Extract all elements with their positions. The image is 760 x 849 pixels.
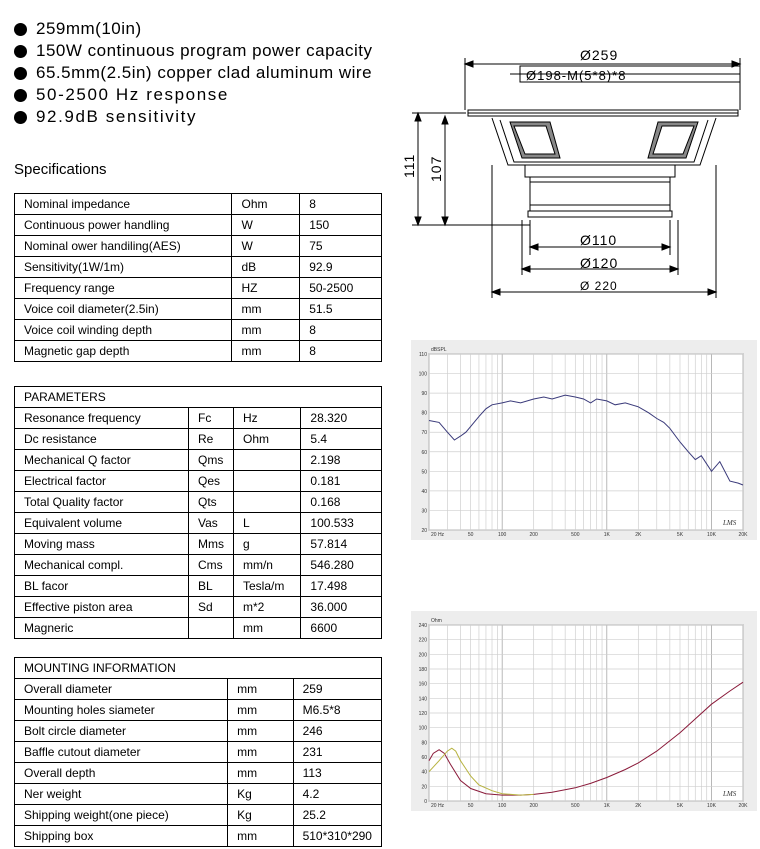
spl-y-tick-label: 60 bbox=[421, 449, 427, 456]
param-row bbox=[15, 429, 382, 450]
mount-row bbox=[15, 742, 382, 763]
param-symbol-cell: Mms bbox=[188, 534, 233, 555]
spec-row bbox=[15, 236, 382, 257]
param-name-cell: Effective piston area bbox=[15, 597, 189, 618]
impedance-y-tick-label: 100 bbox=[418, 725, 427, 732]
param-row bbox=[15, 555, 382, 576]
param-row bbox=[15, 492, 382, 513]
spec-value-cell: 8 bbox=[300, 194, 382, 215]
mount-row bbox=[15, 721, 382, 742]
mount-name-cell: Mounting holes siameter bbox=[15, 700, 228, 721]
spec-row bbox=[15, 194, 382, 215]
spec-unit-cell: mm bbox=[232, 341, 300, 362]
mount-name-cell: Overall diameter bbox=[15, 679, 228, 700]
spec-name-cell: Frequency range bbox=[15, 278, 232, 299]
param-symbol-cell: Qms bbox=[188, 450, 233, 471]
impedance-y-tick-label: 180 bbox=[418, 667, 427, 673]
bullet-icon bbox=[14, 45, 27, 58]
mount-value-cell: 113 bbox=[293, 763, 381, 784]
param-unit-cell: Ohm bbox=[233, 429, 300, 450]
impedance-y-tick-label: 40 bbox=[421, 769, 427, 776]
param-symbol-cell: Fc bbox=[188, 408, 233, 429]
impedance-y-tick-label: 160 bbox=[418, 681, 427, 688]
param-symbol-cell: Sd bbox=[188, 597, 233, 618]
spl-y-tick-label: 70 bbox=[421, 430, 427, 437]
param-unit-cell: mm/n bbox=[233, 555, 300, 576]
speaker-drawing-svg bbox=[400, 40, 750, 305]
mount-value-cell: 4.2 bbox=[293, 784, 381, 805]
mount-row bbox=[15, 784, 382, 805]
mount-unit-cell: mm bbox=[228, 763, 293, 784]
spl-x-tick-label: 50 bbox=[467, 532, 474, 538]
param-unit-cell: m*2 bbox=[233, 597, 300, 618]
spec-name-cell: Magnetic gap depth bbox=[15, 341, 232, 362]
mount-name-cell: Bolt circle diameter bbox=[15, 721, 228, 742]
mount-unit-cell: mm bbox=[228, 679, 293, 700]
spec-unit-cell: mm bbox=[232, 320, 300, 341]
mount-row bbox=[15, 826, 382, 847]
spec-row bbox=[15, 278, 382, 299]
spl-y-tick-label: 100 bbox=[418, 371, 427, 378]
param-value-cell: 2.198 bbox=[301, 450, 382, 471]
impedance-y-tick-label: 240 bbox=[418, 623, 427, 629]
feature-item: 92.9dB sensitivity bbox=[14, 106, 373, 128]
param-unit-cell: g bbox=[233, 534, 300, 555]
param-value-cell: 36.000 bbox=[301, 597, 382, 618]
feature-item: 50-2500 Hz response bbox=[14, 84, 373, 106]
spl-x-tick-label: 200 bbox=[529, 532, 538, 538]
spl-x-tick-label: 500 bbox=[571, 532, 580, 538]
mount-row bbox=[15, 700, 382, 721]
frequency-response-svg bbox=[411, 340, 757, 540]
param-symbol-cell: Qes bbox=[188, 471, 233, 492]
mount-name-cell: Ner weight bbox=[15, 784, 228, 805]
param-name-cell: Mechanical Q factor bbox=[15, 450, 189, 471]
mount-name-cell: Overall depth bbox=[15, 763, 228, 784]
param-row bbox=[15, 618, 382, 639]
spec-row bbox=[15, 257, 382, 278]
mount-value-cell: 510*310*290 bbox=[293, 826, 381, 847]
param-row bbox=[15, 513, 382, 534]
mount-value-cell: M6.5*8 bbox=[293, 700, 381, 721]
dim-mounting-holes: Ø198-M(5*8)*8 bbox=[526, 68, 627, 83]
param-value-cell: 100.533 bbox=[301, 513, 382, 534]
param-unit-cell bbox=[233, 471, 300, 492]
param-symbol-cell: BL bbox=[188, 576, 233, 597]
spec-value-cell: 51.5 bbox=[300, 299, 382, 320]
impedance-x-tick-label: 50 bbox=[467, 803, 474, 809]
param-value-cell: 57.814 bbox=[301, 534, 382, 555]
mount-name-cell: Baffle cutout diameter bbox=[15, 742, 228, 763]
dim-depth-inner: 107 bbox=[428, 155, 444, 182]
impedance-y-tick-label: 200 bbox=[418, 652, 427, 659]
mount-unit-cell: mm bbox=[228, 826, 293, 847]
dim-magnet-inner: Ø110 bbox=[580, 232, 618, 248]
mount-value-cell: 259 bbox=[293, 679, 381, 700]
impedance-x-tick-label: 20 Hz bbox=[431, 803, 445, 809]
param-name-cell: Moving mass bbox=[15, 534, 189, 555]
param-value-cell: 6600 bbox=[301, 618, 382, 639]
spec-value-cell: 75 bbox=[300, 236, 382, 257]
impedance-x-tick-label: 20K bbox=[738, 803, 748, 809]
mount-unit-cell: mm bbox=[228, 700, 293, 721]
param-name-cell: BL facor bbox=[15, 576, 189, 597]
spec-row bbox=[15, 341, 382, 362]
impedance-y-tick-label: 0 bbox=[424, 799, 427, 805]
impedance-y-tick-label: 220 bbox=[418, 637, 427, 644]
param-symbol-cell: Vas bbox=[188, 513, 233, 534]
impedance-graph bbox=[411, 611, 757, 811]
dim-magnet-outer: Ø120 bbox=[580, 255, 619, 271]
mount-row bbox=[15, 679, 382, 700]
bullet-icon bbox=[14, 89, 27, 102]
spec-value-cell: 8 bbox=[300, 320, 382, 341]
mounting-header: MOUNTING INFORMATION bbox=[15, 658, 382, 679]
param-unit-cell bbox=[233, 450, 300, 471]
spl-y-tick-label: 40 bbox=[421, 488, 427, 495]
spl-y-tick-label: 90 bbox=[421, 391, 427, 398]
param-row bbox=[15, 597, 382, 618]
impedance-x-tick-label: 100 bbox=[497, 803, 507, 809]
spl-y-tick-label: 20 bbox=[421, 528, 427, 534]
spl-plot-area bbox=[429, 354, 743, 530]
mount-value-cell: 246 bbox=[293, 721, 381, 742]
bullet-icon bbox=[14, 67, 27, 80]
param-row bbox=[15, 534, 382, 555]
spec-name-cell: Nominal ower handiling(AES) bbox=[15, 236, 232, 257]
mount-unit-cell: Kg bbox=[228, 784, 293, 805]
spec-row bbox=[15, 299, 382, 320]
feature-item: 65.5mm(2.5in) copper clad aluminum wire bbox=[14, 62, 373, 84]
spl-brand-label: LMS bbox=[723, 519, 737, 527]
spec-unit-cell: W bbox=[232, 215, 300, 236]
param-symbol-cell bbox=[188, 618, 233, 639]
spl-x-tick-label: 10K bbox=[707, 532, 716, 538]
spec-unit-cell: W bbox=[232, 236, 300, 257]
param-value-cell: 0.168 bbox=[301, 492, 382, 513]
spec-name-cell: Voice coil winding depth bbox=[15, 320, 232, 341]
spl-x-tick-label: 20K bbox=[738, 532, 748, 538]
mount-unit-cell: mm bbox=[228, 742, 293, 763]
param-row bbox=[15, 471, 382, 492]
spl-unit-label: dBSPL bbox=[431, 347, 447, 353]
param-unit-cell: mm bbox=[233, 618, 300, 639]
impedance-y-tick-label: 20 bbox=[421, 784, 427, 791]
param-name-cell: Magneric bbox=[15, 618, 189, 639]
impedance-x-tick-label: 200 bbox=[529, 803, 538, 809]
mount-value-cell: 231 bbox=[293, 742, 381, 763]
param-value-cell: 0.181 bbox=[301, 471, 382, 492]
param-unit-cell: Hz bbox=[233, 408, 300, 429]
param-name-cell: Mechanical compl. bbox=[15, 555, 189, 576]
spec-value-cell: 150 bbox=[300, 215, 382, 236]
spec-name-cell: Nominal impedance bbox=[15, 194, 232, 215]
param-value-cell: 17.498 bbox=[301, 576, 382, 597]
param-name-cell: Electrical factor bbox=[15, 471, 189, 492]
spec-unit-cell: dB bbox=[232, 257, 300, 278]
param-row bbox=[15, 450, 382, 471]
parameters-header-row bbox=[15, 387, 382, 408]
param-name-cell: Equivalent volume bbox=[15, 513, 189, 534]
impedance-x-tick-label: 10K bbox=[707, 803, 716, 809]
spec-name-cell: Sensitivity(1W/1m) bbox=[15, 257, 232, 278]
impedance-unit-label: Ohm bbox=[431, 618, 442, 624]
param-value-cell: 5.4 bbox=[301, 429, 382, 450]
spec-unit-cell: mm bbox=[232, 299, 300, 320]
spl-x-tick-label: 2K bbox=[635, 532, 642, 538]
dim-outer-diameter: Ø259 bbox=[580, 47, 619, 63]
param-name-cell: Resonance frequency bbox=[15, 408, 189, 429]
spec-unit-cell: Ohm bbox=[232, 194, 300, 215]
spl-y-tick-label: 80 bbox=[421, 410, 427, 417]
spec-value-cell: 8 bbox=[300, 341, 382, 362]
feature-item: 150W continuous program power capacity bbox=[14, 40, 373, 62]
mounting-header-row bbox=[15, 658, 382, 679]
mount-row bbox=[15, 805, 382, 826]
bullet-icon bbox=[14, 111, 27, 124]
feature-item: 259mm(10in) bbox=[14, 18, 373, 40]
mount-value-cell: 25.2 bbox=[293, 805, 381, 826]
param-name-cell: Total Quality factor bbox=[15, 492, 189, 513]
spl-x-tick-label: 100 bbox=[497, 532, 507, 538]
spl-y-tick-label: 50 bbox=[421, 469, 427, 476]
impedance-y-tick-label: 60 bbox=[421, 755, 427, 761]
spl-y-tick-label: 30 bbox=[421, 508, 427, 515]
spl-x-tick-label: 20 Hz bbox=[431, 532, 445, 538]
frequency-response-graph bbox=[411, 340, 757, 540]
param-name-cell: Dc resistance bbox=[15, 429, 189, 450]
impedance-x-tick-label: 1K bbox=[603, 803, 610, 809]
param-row bbox=[15, 408, 382, 429]
spec-row bbox=[15, 215, 382, 236]
mount-name-cell: Shipping weight(one piece) bbox=[15, 805, 228, 826]
param-value-cell: 28.320 bbox=[301, 408, 382, 429]
specifications-table bbox=[14, 193, 382, 362]
param-unit-cell: L bbox=[233, 513, 300, 534]
impedance-y-tick-label: 140 bbox=[418, 696, 427, 703]
specifications-title: Specifications bbox=[14, 161, 107, 178]
feature-list bbox=[14, 18, 373, 128]
mount-unit-cell: Kg bbox=[228, 805, 293, 826]
param-symbol-cell: Re bbox=[188, 429, 233, 450]
impedance-y-tick-label: 120 bbox=[418, 711, 427, 717]
impedance-x-tick-label: 5K bbox=[676, 803, 684, 809]
spl-y-tick-label: 110 bbox=[419, 352, 427, 358]
parameters-header: PARAMETERS bbox=[15, 387, 382, 408]
spec-row bbox=[15, 320, 382, 341]
speaker-dimension-drawing bbox=[400, 40, 750, 310]
spec-value-cell: 50-2500 bbox=[300, 278, 382, 299]
param-row bbox=[15, 576, 382, 597]
mount-row bbox=[15, 763, 382, 784]
impedance-x-tick-label: 500 bbox=[571, 803, 580, 809]
spl-x-tick-label: 1K bbox=[603, 532, 610, 538]
dim-depth-total: 111 bbox=[401, 153, 417, 178]
param-value-cell: 546.280 bbox=[301, 555, 382, 576]
spec-value-cell: 92.9 bbox=[300, 257, 382, 278]
mount-name-cell: Shipping box bbox=[15, 826, 228, 847]
impedance-x-tick-label: 2K bbox=[635, 803, 642, 809]
parameters-table bbox=[14, 386, 382, 639]
spl-x-tick-label: 5K bbox=[676, 532, 684, 538]
param-symbol-cell: Qts bbox=[188, 492, 233, 513]
param-unit-cell bbox=[233, 492, 300, 513]
impedance-brand-label: LMS bbox=[723, 790, 737, 798]
spec-name-cell: Continuous power handling bbox=[15, 215, 232, 236]
impedance-svg bbox=[411, 611, 757, 811]
mounting-table bbox=[14, 657, 382, 847]
dim-frame-diameter: Ø 220 bbox=[580, 279, 618, 293]
spec-name-cell: Voice coil diameter(2.5in) bbox=[15, 299, 232, 320]
impedance-y-tick-label: 80 bbox=[421, 740, 427, 747]
param-unit-cell: Tesla/m bbox=[233, 576, 300, 597]
spec-unit-cell: HZ bbox=[232, 278, 300, 299]
param-symbol-cell: Cms bbox=[188, 555, 233, 576]
bullet-icon bbox=[14, 23, 27, 36]
mount-unit-cell: mm bbox=[228, 721, 293, 742]
